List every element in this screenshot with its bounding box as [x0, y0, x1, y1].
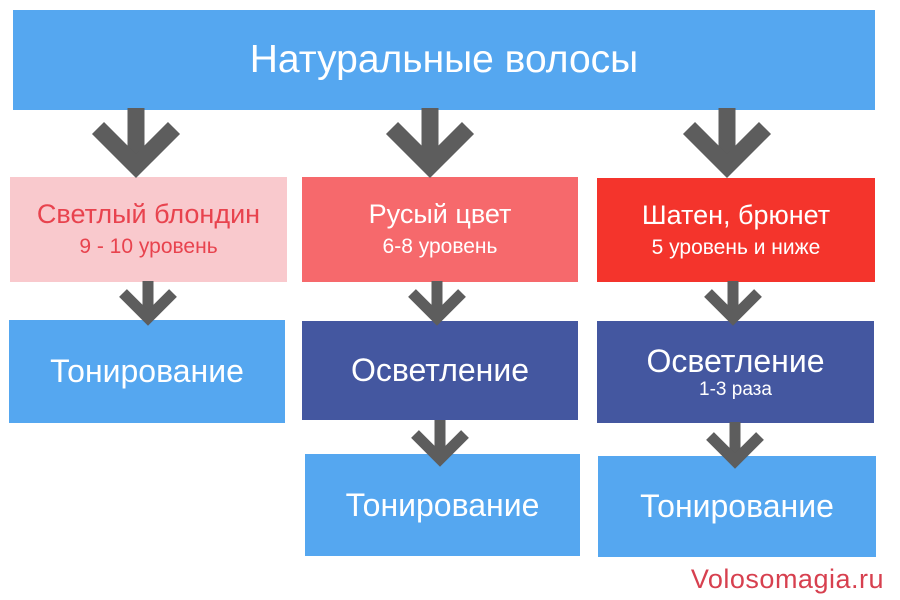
down-arrow-icon: [701, 281, 765, 325]
title-banner: [13, 10, 875, 110]
step-label: Осветление: [646, 343, 825, 380]
step-label: Тонирование: [50, 353, 244, 390]
box-light-blonde: [10, 177, 287, 282]
down-arrow-icon: [88, 108, 184, 180]
step-note: 1-3 раза: [699, 378, 772, 400]
watermark-text: Volosomagia.ru: [690, 564, 884, 594]
box-lightening-mid: [302, 321, 578, 420]
down-arrow-icon: [382, 108, 478, 180]
box-brunette: [597, 178, 875, 282]
box-toning-mid: [305, 454, 580, 556]
down-arrow-icon: [116, 281, 180, 325]
box-subtitle: 6-8 уровень: [382, 235, 498, 259]
down-arrow-icon: [405, 281, 469, 325]
box-title: Светлый блондин: [36, 199, 261, 230]
box-subtitle: 9 - 10 уровень: [79, 235, 218, 259]
box-light-brown: [302, 177, 578, 282]
box-lightening-right: [597, 321, 874, 423]
box-subtitle: 5 уровень и ниже: [651, 235, 821, 259]
box-title: Русый цвет: [368, 199, 512, 230]
down-arrow-icon: [679, 108, 775, 180]
box-title: Шатен, брюнет: [641, 199, 831, 230]
step-label: Тонирование: [345, 486, 540, 523]
step-label: Осветление: [350, 352, 530, 389]
box-toning-left: [9, 320, 285, 423]
step-label: Тонирование: [640, 488, 834, 525]
diagram-title: Натуральные волосы: [249, 37, 639, 81]
down-arrow-icon: [703, 422, 767, 468]
box-toning-right: [598, 456, 876, 557]
down-arrow-icon: [408, 420, 472, 466]
